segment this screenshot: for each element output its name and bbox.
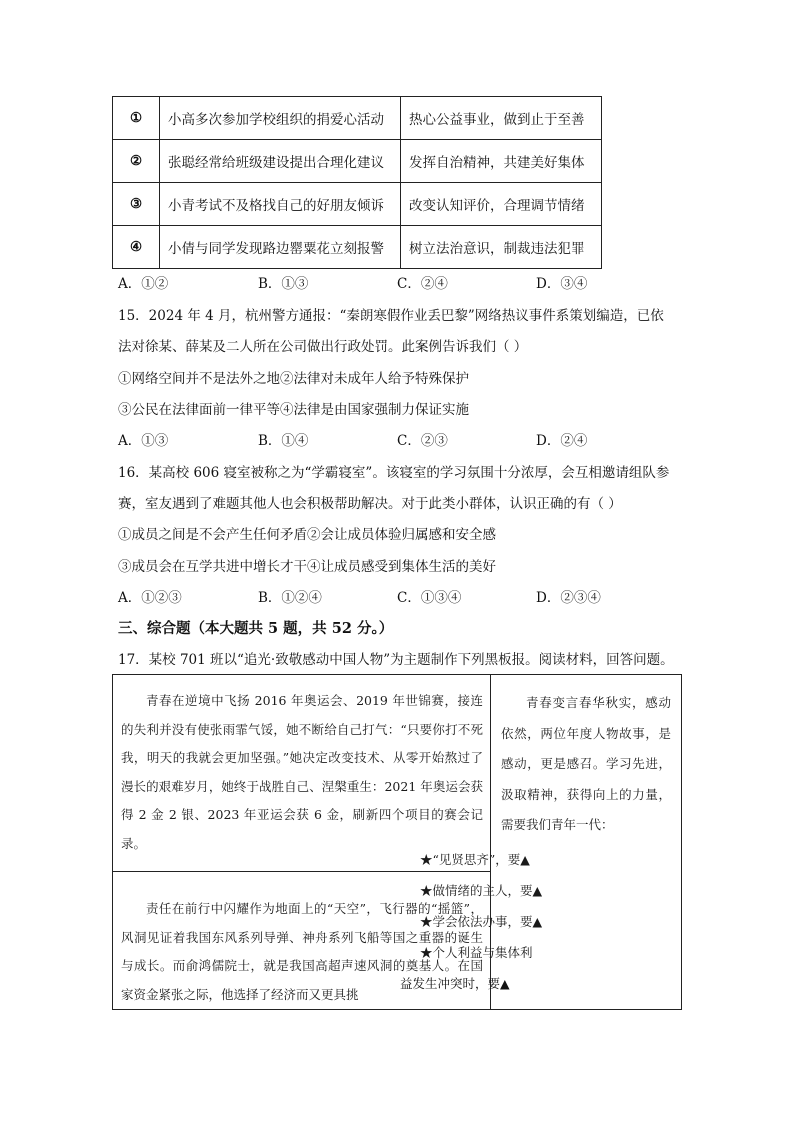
q16-choices <box>118 586 678 604</box>
row-number: ② <box>113 140 160 183</box>
choice-c[interactable]: C．②④ <box>397 276 448 292</box>
row-number: ① <box>113 97 160 140</box>
q16-option-2: ③成员会在互学共进中增长才干④让成员感受到集体生活的美好 <box>118 559 496 575</box>
table-row <box>113 226 602 269</box>
choice-c[interactable]: C．②③ <box>397 433 448 449</box>
q16-line-1: 16．某高校 606 寝室被称之为“学霸寝室”。该寝室的学习氛围十分浓厚，会互相邀请组队参 <box>118 465 670 481</box>
row-result: 改变认知评价，合理调节情绪 <box>401 183 602 226</box>
story-yu-hongru: 责任在前行中闪耀作为地面上的“天空”，飞行器的“摇篮”，风洞见证着我国东风系列导弹、神舟系列飞船等国之重器的诞生与成长。而俞鸿儒院士，就是我国高超声速风洞的奠基人。在国家资金紧张之际，他选择了经济而又更具挑 <box>121 901 483 1002</box>
row-action: 张聪经常给班级建设提出合理化建议 <box>160 140 401 183</box>
row-result: 热心公益事业，做到止于至善 <box>401 97 602 140</box>
choice-b[interactable]: B．①②④ <box>258 590 322 606</box>
choice-d[interactable]: D．②③④ <box>536 590 601 606</box>
choice-a[interactable]: A．①③ <box>118 433 169 449</box>
requirement-4b: 益发生冲突时，要▲ <box>400 976 510 991</box>
row-number: ④ <box>113 226 160 269</box>
row-result: 发挥自治精神，共建美好集体 <box>401 140 602 183</box>
panel-divider-horizontal <box>113 871 491 872</box>
options-table <box>112 96 602 269</box>
row-action: 小倩与同学发现路边罂粟花立刻报警 <box>160 226 401 269</box>
table-row <box>113 97 602 140</box>
requirement-1: ★“见贤思齐”，要▲ <box>420 852 530 867</box>
row-action: 小高多次参加学校组织的捐爱心活动 <box>160 97 401 140</box>
choice-a[interactable]: A．①② <box>118 276 169 292</box>
choice-b[interactable]: B．①④ <box>258 433 309 449</box>
table-row <box>113 183 602 226</box>
q15-option-2: ③公民在法律面前一律平等④法律是由国家强制力保证实施 <box>118 402 469 418</box>
story-zhang-yufei: 青春在逆境中飞扬 2016 年奥运会、2019 年世锦赛，接连的失利并没有使张雨霏气馁，她不断给自己打气：“只要你打不死我，明天的我就会更加坚强。”她决定改变技术、从零开始熬过了漫长的艰难岁月，她终于战胜自己、涅槃重生：2021 年奥运会获得 2 金 2 银、2023 年亚运会获 6 金，刷新四个项目的赛会记录。 <box>121 693 483 851</box>
q16-option-1: ①成员之间是不会产生任何矛盾②会让成员体验归属感和安全感 <box>118 527 496 543</box>
choice-d[interactable]: D．②④ <box>536 433 588 449</box>
row-number: ③ <box>113 183 160 226</box>
q15-option-1: ①网络空间并不是法外之地②法律对未成年人给予特殊保护 <box>118 371 469 387</box>
row-action: 小青考试不及格找自己的好朋友倾诉 <box>160 183 401 226</box>
q16-line-2: 赛，室友遇到了难题其他人也会积极帮助解决。对于此类小群体，认识正确的有（ ） <box>118 496 622 512</box>
row-result: 树立法治意识，制裁违法犯罪 <box>401 226 602 269</box>
q17-intro: 17．某校 701 班以“追光·致敬感动中国人物”为主题制作下列黑板报。阅读材料，回答问题。 <box>118 652 674 668</box>
requirement-2: ★做情绪的主人，要▲ <box>420 883 543 898</box>
choice-b[interactable]: B．①③ <box>258 276 309 292</box>
q15-line-2: 法对徐某、薛某及二人所在公司做出行政处罚。此案例告诉我们（ ） <box>118 339 528 355</box>
table-row <box>113 140 602 183</box>
youth-summary: 青春变言春华秋实，感动依然，两位年度人物故事，是感动，更是感召。学习先进，汲取精神，获得向上的力量，需要我们青年一代： <box>501 695 671 832</box>
section-heading: 三、综合题（本大题共 5 题，共 52 分。） <box>118 620 394 637</box>
choice-c[interactable]: C．①③④ <box>397 590 462 606</box>
q14-choices <box>118 272 678 290</box>
requirement-3: ★学会依法办事，要▲ <box>420 914 543 929</box>
blackboard-panel <box>112 674 682 1010</box>
q15-choices <box>118 429 678 447</box>
choice-d[interactable]: D．③④ <box>536 276 588 292</box>
choice-a[interactable]: A．①②③ <box>118 590 182 606</box>
requirement-4a: ★个人利益与集体利 <box>420 945 533 960</box>
q15-line-1: 15．2024 年 4 月，杭州警方通报：“秦朗寒假作业丢巴黎”网络热议事件系策划编造，已依 <box>118 308 664 324</box>
